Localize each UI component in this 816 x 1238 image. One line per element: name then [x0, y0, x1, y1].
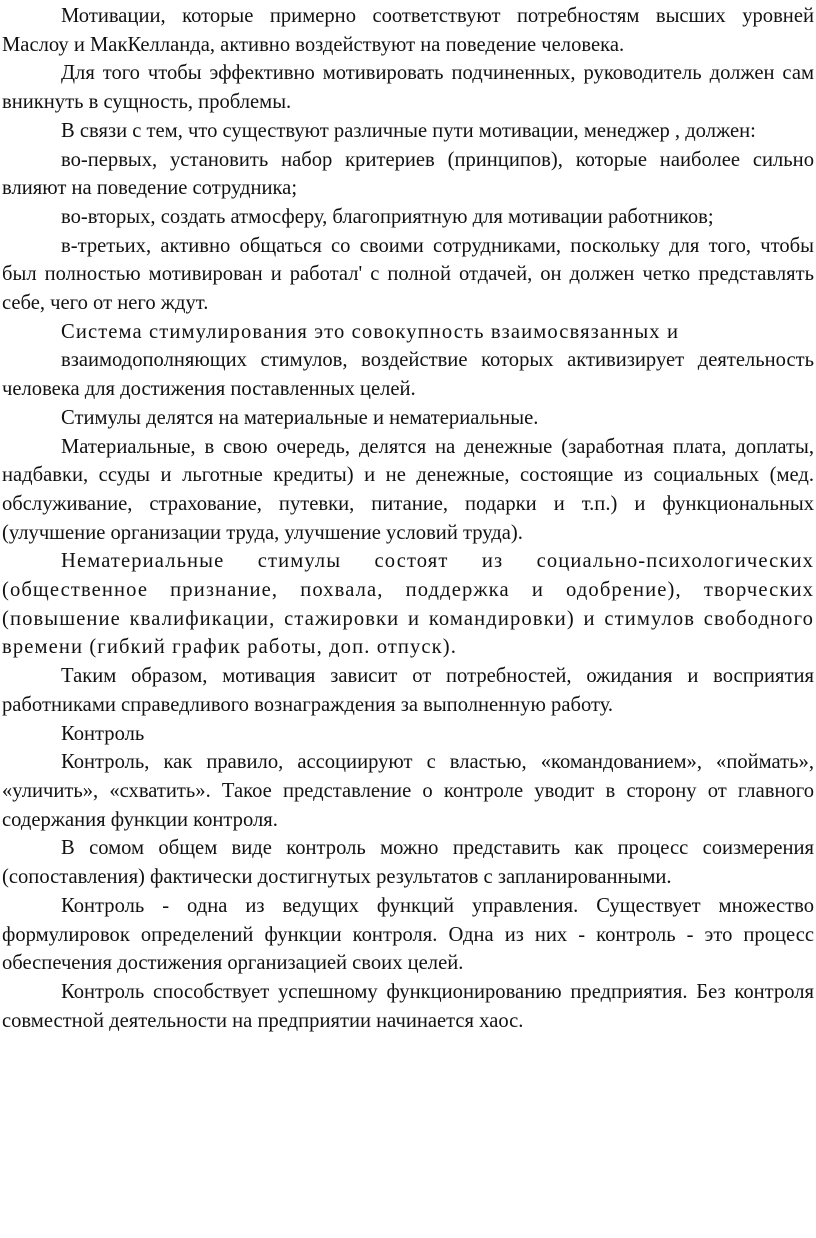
- paragraph-motivation-conclusion: Таким образом, мотивация зависит от потребностей, ожидания и восприятия работниками справедливого вознаграждения за выполненную работу.: [2, 665, 814, 716]
- paragraph-motivation-maslow: Мотивации, которые примерно соответствуют потребностям высших уровней Маслоу и МакКелланда, активно воздействуют на поведение человека.: [2, 5, 814, 56]
- paragraph-control-power: Контроль, как правило, ассоциируют с властью, «командованием», «поймать», «уличить», «схватить». Такое представление о контроле уводит в сторону от главного содержания функции контроля.: [2, 751, 814, 831]
- paragraph-manager-must: В связи с тем, что существуют различные пути мотивации, менеджер , должен:: [61, 119, 756, 142]
- paragraph-stimulus-complementary: взаимодополняющих стимулов, воздействие которых активизирует деятельность человека для достижения поставленных целей.: [2, 349, 814, 401]
- paragraph-second: во-вторых, создать атмосферу, благоприятную для мотивации работников;: [61, 205, 714, 228]
- paragraph-stimulus-system: Система стимулирования это совокупность взаимосвязанных и: [61, 320, 680, 343]
- paragraph-manager-insight: Для того чтобы эффективно мотивировать подчиненных, руководитель должен сам вникнуть в сущность, проблемы.: [2, 62, 814, 114]
- paragraph-control-success: Контроль способствует успешному функционированию предприятия. Без контроля совместной деятельности на предприятии начинается хаос.: [2, 980, 814, 1032]
- section-heading-control: Контроль: [61, 722, 145, 745]
- paragraph-control-general: В сомом общем виде контроль можно представить как процесс соизмерения (сопоставления) фактически достигнутых результатов с запланированными.: [2, 837, 814, 889]
- paragraph-nonmaterial-stimuli: Нематериальные стимулы состоят из социально-психологических (общественное признание, похвала, поддержка и одобрение), творческих (повышение квалификации, стажировки и командировки) и стимулов свободного времени (гибкий график работы, доп. отпуск).: [2, 550, 814, 659]
- paragraph-third: в-третьих, активно общаться со своими сотрудниками, поскольку для того, чтобы был полностью мотивирован и работал' с полной отдачей, он должен четко представлять себе, чего от него ждут.: [2, 234, 814, 315]
- paragraph-control-function: Контроль - одна из ведущих функций управления. Существует множество формулировок определений функции контроля. Одна из них - контроль - это процесс обеспечения достижения организацией своих целей.: [2, 894, 814, 975]
- paragraph-first: во-первых, установить набор критериев (принципов), которые наиболее сильно влияют на поведение сотрудника;: [2, 148, 814, 200]
- paragraph-material-stimuli: Материальные, в свою очередь, делятся на денежные (заработная плата, доплаты, надбавки, ссуды и льготные кредиты) и не денежные, состоящие из социальных (мед. обслуживание, страхование, путевки, питание, подарки и т.п.) и функциональных (улучшение организации труда, улучшение условий труда).: [2, 435, 814, 544]
- paragraph-stimulus-types: Стимулы делятся на материальные и нематериальные.: [61, 406, 539, 429]
